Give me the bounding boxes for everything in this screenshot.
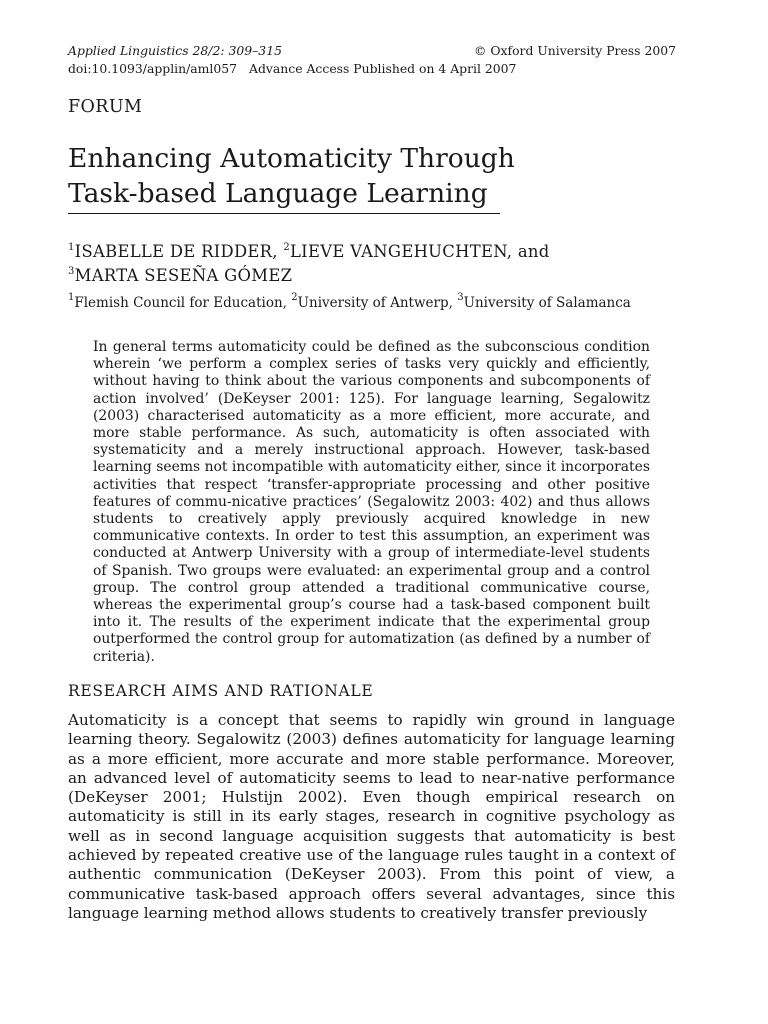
author-item: $^3$MARTA SESEÑA GÓMEZ [68, 266, 293, 285]
journal-citation: Applied Linguistics 28/2: 309–315 [68, 43, 282, 58]
author-item: $^1$ISABELLE DE RIDDER, [68, 242, 278, 261]
section-label: FORUM [68, 97, 143, 117]
running-header [68, 43, 676, 59]
doi-text: doi:10.1093/applin/aml057 [68, 61, 238, 76]
doi-line [68, 61, 676, 77]
advance-access-note: Advance Access Published on 4 April 2007 [249, 61, 517, 76]
affiliation-item: $^2$University of Antwerp, [291, 292, 453, 311]
author-list [68, 240, 668, 288]
article-title [68, 141, 538, 211]
title-divider [68, 213, 500, 214]
author-item: $^2$LIEVE VANGEHUCHTEN, [283, 242, 513, 261]
affiliation-list [68, 294, 678, 312]
abstract: In general terms automaticity could be defined as the subconscious condition wherein ‘we perform a complex series of tasks very quickly and efficiently, without having to think about the various components and subcomponents of action involved’ (DeKeyser 2001: 125). For language learning, Segalowitz (2003) characterised automaticity as a more efficient, more accurate, and more stable performance. As such, automaticity is often associated with systematicity and a merely instructional approach. However, task-based learning seems not incompatible with automaticity either, since it incorporates activities that respect ‘transfer-appropriate processing and other positive features of commu-nicative practices’ (Segalowitz 2003: 402) and thus allows students to creatively apply previously acquired knowledge in new communicative contexts. In order to test this assumption, an experiment was conducted at Antwerp University with a group of intermediate-level students of Spanish. Two groups were evaluated: an experimental group and a control group. The control group attended a traditional communicative course, whereas the experimental group’s course had a task-based component built into it. The results of the experiment indicate that the experimental group outperformed the control group for automatization (as defined by a number of criteria). [93, 339, 650, 665]
body-paragraph: Automaticity is a concept that seems to rapidly win ground in language learning theory. Segalowitz (2003) defines automaticity for language learning as a more efficient, more accurate and more stable performance. Moreover, an advanced level of automaticity seems to lead to near-native performance (DeKeyser 2001; Hulstijn 2002). Even though empirical research on automaticity is still in its early stages, research in cognitive psychology as well as in second language acquisition suggests that automaticity is best achieved by repeated creative use of the language rules taught in a context of authentic communication (DeKeyser 2003). From this point of view, a communicative task-based approach offers several advantages, since this language learning method allows students to creatively transfer previously [68, 711, 675, 922]
author-conjunction: and [517, 242, 550, 261]
affiliation-item: $^3$University of Salamanca [457, 292, 631, 311]
section-heading: RESEARCH AIMS AND RATIONALE [68, 682, 374, 700]
title-line-2: Task-based Language Learning [68, 178, 488, 209]
title-line-1: Enhancing Automaticity Through [68, 143, 515, 174]
copyright-notice: © Oxford University Press 2007 [474, 43, 676, 58]
affiliation-item: $^1$Flemish Council for Education, [68, 292, 287, 311]
